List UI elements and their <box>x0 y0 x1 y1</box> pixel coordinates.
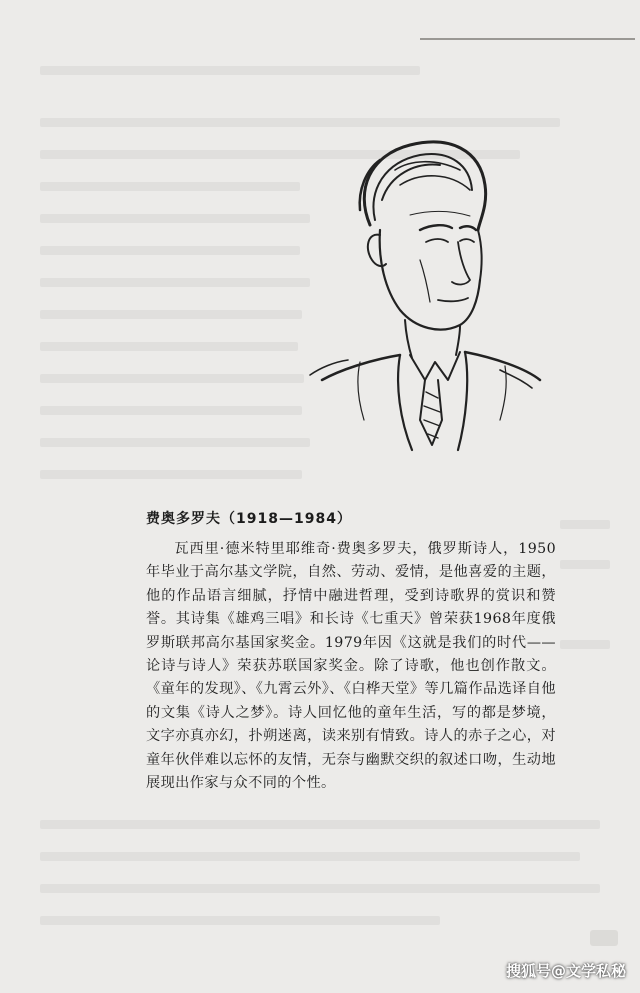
author-name-heading: 费奥多罗夫（1918—1984） <box>146 511 352 527</box>
source-watermark: 搜狐号@文学私秘 <box>505 962 626 980</box>
portrait-illustration <box>300 130 550 460</box>
author-bio-text: 瓦西里·德米特里耶维奇·费奥多罗夫，俄罗斯诗人，1950年毕业于高尔基文学院，自然、劳动、爱情，是他喜爱的主题，他的作品语言细腻，抒情中融进哲理，受到诗歌界的赏识和赞誉。其诗集《雄鸡三唱》和长诗《七重天》曾荣获1968年度俄罗斯联邦高尔基国家奖金。1979年因《这就是我们的时代——论诗与诗人》荣获苏联国家奖金。除了诗歌，他也创作散文。《童年的发现》、《九霄云外》、《白桦天堂》等几篇作品选译自他的文集《诗人之梦》。诗人回忆他的童年生活，写的都是梦境，文字亦真亦幻，扑朔迷离，读来别有情致。诗人的赤子之心，对童年伙伴难以忘怀的友情，无奈与幽默交织的叙述口吻，生动地展现出作家与众不同的个性。 <box>146 541 556 792</box>
header-rule <box>420 38 635 40</box>
author-bio <box>146 508 556 795</box>
page-number-smudge <box>590 930 618 946</box>
